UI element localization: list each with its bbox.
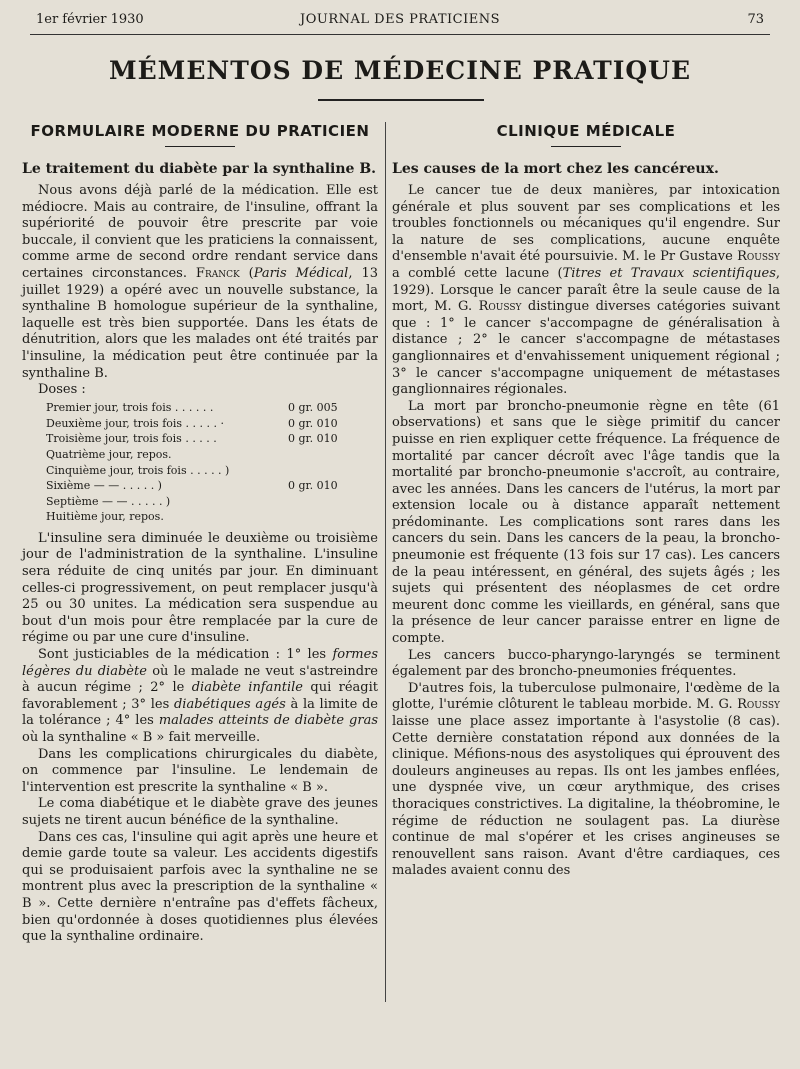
header-rule [30, 34, 770, 35]
paragraph: Dans les complications chirurgicales du diabète, on commence par l'insuline. Le lendemain de l'intervention est prescrite la synthaline « B ». [22, 746, 378, 795]
paragraph: D'autres fois, la tuberculose pulmonaire, l'œdème de la glotte, l'urémie clôturent le tableau morbide. M. G. Roussy laisse une place assez importante à l'asystolie (8 cas). Cette dernière constatation répond aux données de la clinique. Méfions-nous des asystoliques qui éprouvent des douleurs angineuses au repas. Ils ont les jambes enflées, une dyspnée vive, un cœur arythmique, des crises thoraciques constrictives. La digitaline, la théobromine, le régime de réduction ne soulagent pas. La diurèse continue de mal s'opérer et les crises angineuses se renouvellent sans raison. Avant d'être cardiaques, ces malades avaient connu des [392, 680, 780, 879]
article-body-synthaline [22, 183, 378, 946]
paragraph: Nous avons déjà parlé de la médication. Elle est médiocre. Mais au contraire, de l'insuline, offrant la supériorité de pouvoir être prescrite par voie buccale, il convient que les praticiens la connaissent, comme arme de second ordre rendant service dans certaines circonstances. Franck (Paris Médical, 13 juillet 1929) a opéré avec un nouvelle substance, la synthaline B homologue supérieur de la synthaline, laquelle est très bien supportée. Dans les états de dénutrition, alors que les malades ont été traités par l'insuline, la médication peut être continuée par la synthaline B. [22, 183, 378, 381]
dose-row: Septième — — . . . . . ) [46, 494, 171, 508]
dose-table [46, 400, 378, 525]
article-title-synthaline: Le traitement du diabète par la synthaline B. [22, 161, 377, 177]
paragraph: La mort par broncho-pneumonie règne en tête (61 observations) et sans que le siège primitif du cancer puisse en rien expliquer cette fréquence. La fréquence de mortalité par cancer décroît avec l'âge tandis que la mortalité par broncho-pneumonie s'accroît, au contraire, avec les années. Dans les cancers de l'utérus, la mort par extension locale ou à distance apparaît nettement prédominante. Les complications sont rares dans les cancers du sein. Dans les cancers de la peau, la broncho-pneumonie est fréquente (13 fois sur 17 cas). Les cancers de la peau intéressent, en général, des sujets âgés ; les sujets qui présentent des néoplasmes de cet ordre meurent donc comme les vieillards, en général, sans que la présence de leur cancer paraisse entrer en ligne de compte. [392, 398, 780, 647]
author-name: Roussy [737, 697, 780, 713]
issue-date: 1er février 1930 [36, 12, 144, 27]
dose-row: Huitième jour, repos. [46, 510, 164, 524]
left-column [22, 120, 378, 946]
right-column [392, 120, 780, 880]
article-title-cancer: Les causes de la mort chez les cancéreux. [392, 161, 719, 177]
dose-row: Quatrième jour, repos. [46, 447, 172, 461]
section-rule [165, 146, 235, 147]
work-reference: Titres et Travaux scientifiques [562, 265, 776, 281]
dose-merged-amount: 0 gr. 010 [288, 479, 338, 493]
section-rule [551, 146, 621, 147]
paragraph: Sont justiciables de la médication : 1° les formes légères du diabète où le malade ne veut s'astreindre à aucun régime ; 2° le diabète infantile qui réagit favorablement ; 3° les diabétiques agés à la limite de la tolérance ; 4° les malades atteints de diabète gras où la synthaline « B » fait merveille. [22, 647, 378, 745]
dose-row: Sixième — — . . . . . ) 0 gr. 010 [46, 479, 338, 493]
doses-label: Doses : [38, 382, 86, 398]
paragraph: Le cancer tue de deux manières, par intoxication générale et plus souvent par ses complications et les troubles fonctionnels ou mécaniques qu'il engendre. Sur la nature de ses complications, aucune enquête d'ensemble n'avait été poursuivie. M. le Pr Gustave Roussy a comblé cette lacune (Titres et Travaux scientifiques, 1929). Lorsque le cancer paraît être la seule cause de la mort, M. G. Roussy distingue diverses catégories suivant que : 1° le cancer s'accompagne de généralisation à distance ; 2° le cancer s'accompagne de métastases ganglionnaires et d'envahissement uniquement régional ; 3° le cancer s'accompagne uniquement de métastases ganglionnaires régionales. [392, 183, 781, 398]
page-title: MÉMENTOS DE MÉDECINE PRATIQUE [108, 56, 692, 85]
paragraph: Le coma diabétique et le diabète grave des jeunes sujets ne tirent aucun bénéfice de la synthaline. [22, 796, 378, 828]
journal-reference: Paris Médical [253, 265, 349, 281]
author-name: Roussy [737, 249, 780, 265]
paragraph: L'insuline sera diminuée le deuxième ou troisième jour de l'administration de la synthaline. L'insuline sera réduite de cinq unités par jour. En diminuant celles-ci progressivement, on peut remplacer jusqu'à 25 ou 30 unites. La médication sera suspendue au bout d'un mois pour être remplacée par la cure de régime ou par une cure d'insuline. [22, 530, 378, 646]
column-divider [385, 122, 386, 1002]
dose-row: Troisième jour, trois fois . . . . . 0 gr. 010 [46, 432, 338, 446]
paragraph: Les cancers bucco-pharyngo-laryngés se terminent également par des broncho-pneumonies fréquentes. [392, 647, 780, 680]
section-heading-formulaire: FORMULAIRE MODERNE DU PRATICIEN [30, 122, 370, 140]
journal-name: JOURNAL DES PRATICIENS [300, 12, 500, 27]
dose-row: Deuxième jour, trois fois . . . . . · 0 gr. 010 [46, 416, 338, 430]
paragraph: Dans ces cas, l'insuline qui agit après une heure et demie garde toute sa valeur. Les accidents digestifs qui se produisaient parfois avec la synthaline ne se montrent plus avec la prescription de la synthaline « B ». Cette dernière n'entraîne pas d'effets fâcheux, bien qu'ordonnée à doses quotidiennes plus élevées que la synthaline ordinaire. [22, 829, 378, 945]
dose-row: Cinquième jour, trois fois . . . . . ) [46, 463, 230, 477]
dose-row: Premier jour, trois fois . . . . . . 0 gr. 005 [46, 401, 338, 415]
title-rule [318, 99, 484, 101]
page-number: 73 [747, 12, 764, 27]
article-body-cancer [392, 183, 780, 880]
author-name: Roussy [478, 299, 522, 315]
section-heading-clinique: CLINIQUE MÉDICALE [496, 122, 676, 140]
author-name: Franck [195, 265, 240, 281]
running-head [36, 12, 764, 32]
